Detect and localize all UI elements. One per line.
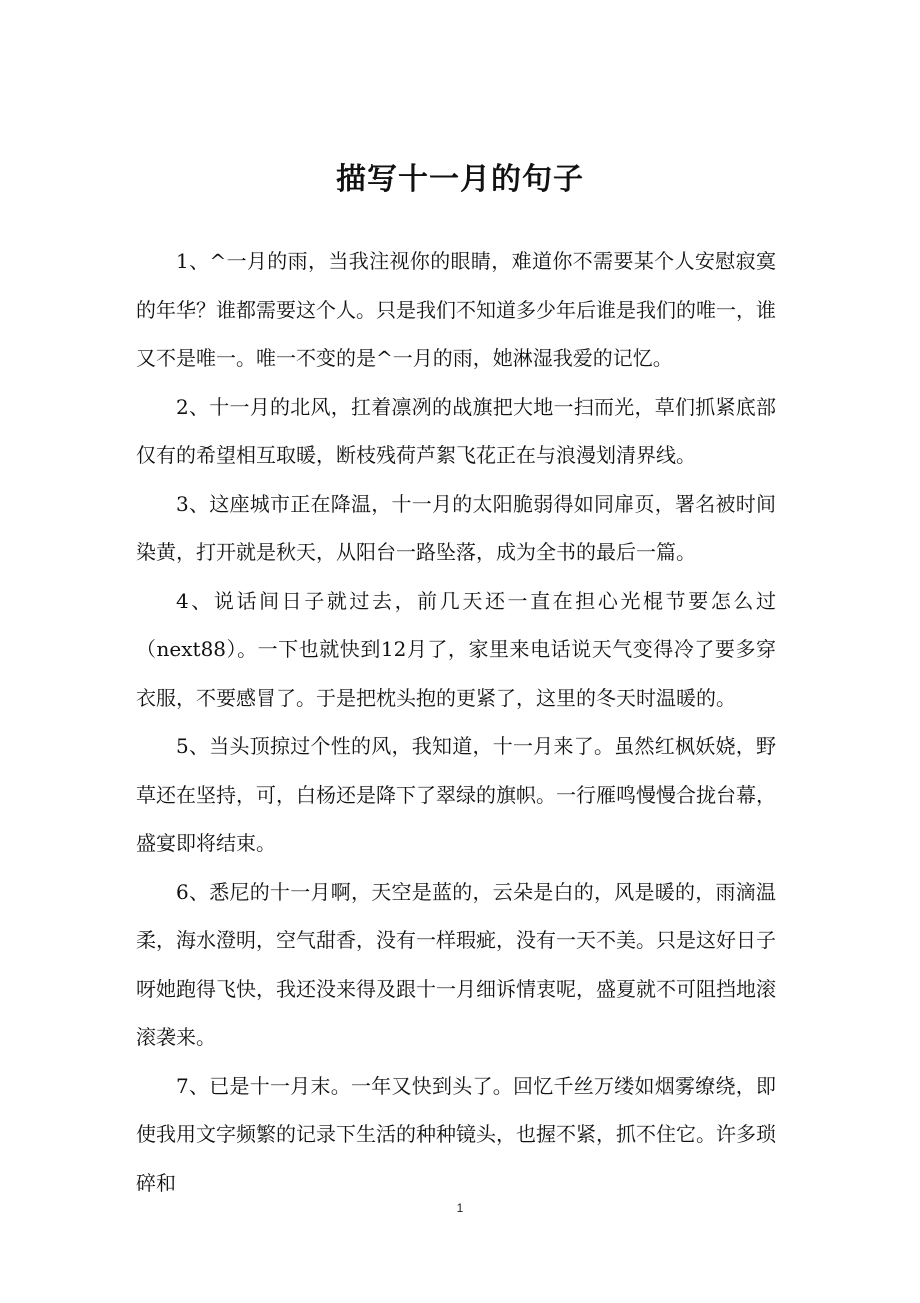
document-body	[136, 237, 776, 1207]
page-number: 1	[456, 1201, 464, 1215]
paragraph-7: 7、已是十一月末。一年又快到头了。回忆千丝万缕如烟雾缭绕，即使我用文字频繁的记录下生活的种种镜头，也握不紧，抓不住它。许多琐碎和	[136, 1073, 776, 1195]
paragraph-2: 2、十一月的北风，扛着凛冽的战旗把大地一扫而光，草们抓紧底部仅有的希望相互取暖，断枝残荷芦絮飞花正在与浪漫划清界线。	[136, 394, 776, 467]
paragraph-4: 4、说话间日子就过去，前几天还一直在担心光棍节要怎么过（next88）。一下也就快到12月了，家里来电话说天气变得冷了要多穿衣服，不要感冒了。于是把枕头抱的更紧了，这里的冬天时温暖的。	[136, 588, 776, 710]
paragraph-3: 3、这座城市正在降温，十一月的太阳脆弱得如同扉页，署名被时间染黄，打开就是秋天，从阳台一路坠落，成为全书的最后一篇。	[136, 491, 776, 564]
paragraph-6: 6、悉尼的十一月啊，天空是蓝的，云朵是白的，风是暖的，雨滴温柔，海水澄明，空气甜香，没有一样瑕疵，没有一天不美。只是这好日子呀她跑得飞快，我还没来得及跟十一月细诉情衷呢，盛夏就不可阻挡地滚滚袭来。	[136, 879, 776, 1049]
paragraph-1: 1、^一月的雨，当我注视你的眼睛，难道你不需要某个人安慰寂寞的年华？谁都需要这个人。只是我们不知道多少年后谁是我们的唯一，谁又不是唯一。唯一不变的是^一月的雨，她淋湿我爱的记忆。	[136, 249, 776, 370]
page-title: 描写十一月的句子	[336, 162, 584, 198]
paragraph-5: 5、当头顶掠过个性的风，我知道，十一月来了。虽然红枫妖娆，野草还在坚持，可，白杨还是降下了翠绿的旗帜。一行雁鸣慢慢合拢台幕，盛宴即将结束。	[136, 734, 776, 855]
